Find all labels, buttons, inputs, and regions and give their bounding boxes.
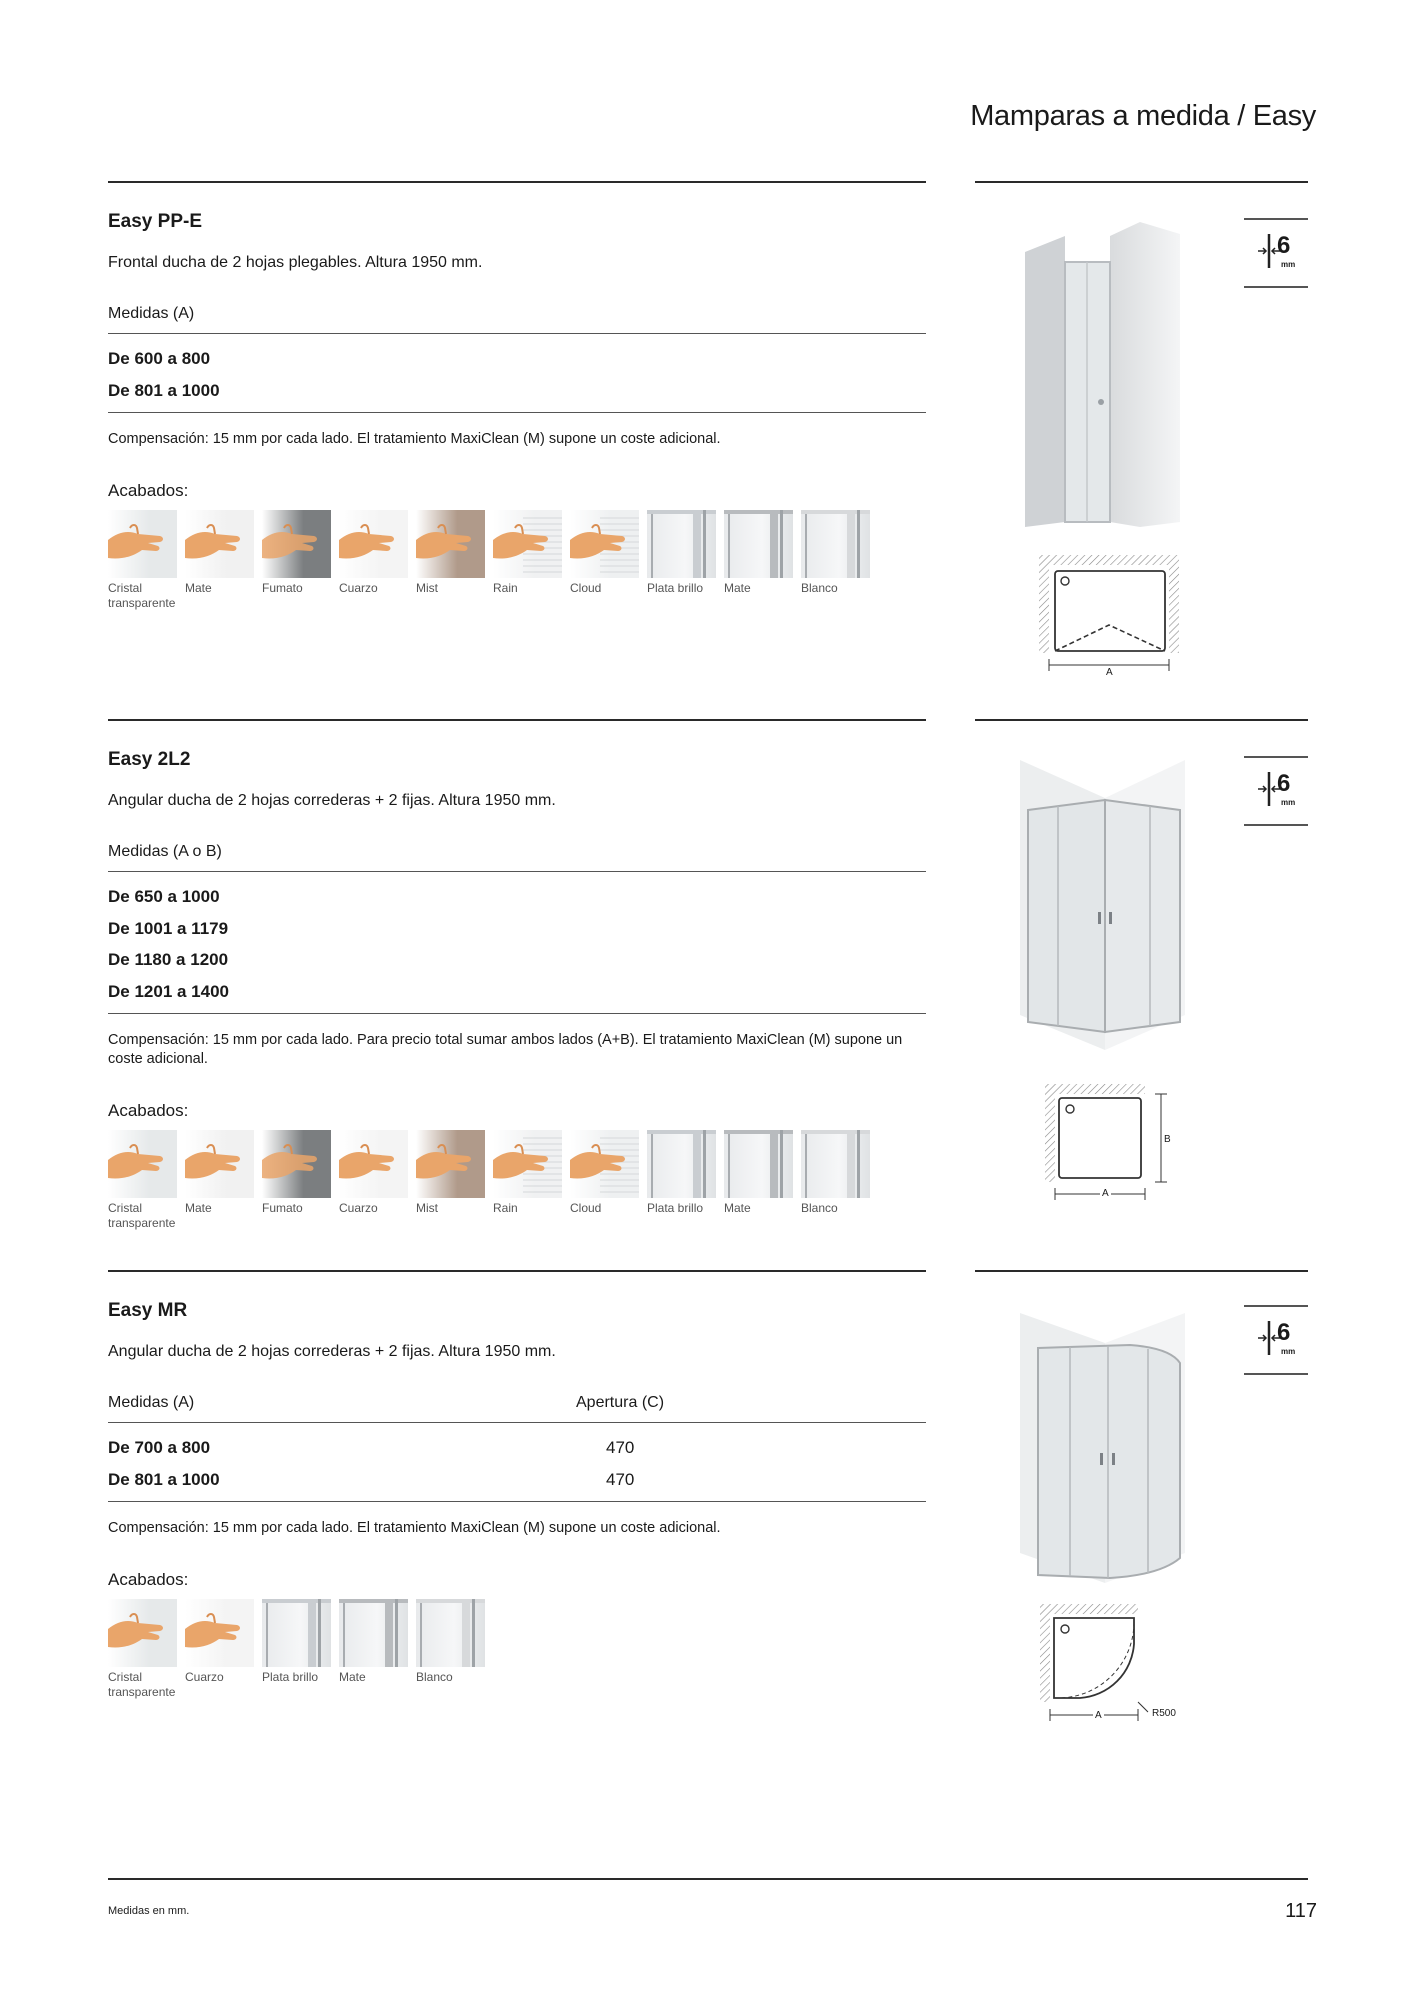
glass-finish-image	[493, 510, 562, 578]
glass-finish-image	[339, 1130, 408, 1198]
finish-label: Cloud	[570, 1201, 602, 1215]
finish-swatch	[724, 1130, 793, 1231]
measure-label: Medidas (A o B)	[108, 843, 222, 860]
finish-label: Cristal transparente	[108, 1670, 176, 1699]
glass-finish-image	[262, 1130, 331, 1198]
finish-label: Plata brillo	[647, 1201, 704, 1215]
section-easy-2l2	[108, 719, 926, 1239]
finish-swatch	[724, 510, 793, 611]
finish-label: Fumato	[262, 1201, 303, 1215]
finish-swatch	[416, 1130, 485, 1231]
diagram-label-radius: R500	[1152, 1708, 1176, 1719]
glass-finish-image	[416, 510, 485, 578]
finish-label: Fumato	[262, 581, 303, 595]
image-divider	[975, 719, 1308, 721]
finish-swatch	[108, 1599, 177, 1700]
glass-finish-image	[262, 510, 331, 578]
glass-finish-image	[416, 1130, 485, 1198]
finish-label: Cuarzo	[185, 1670, 224, 1684]
diagram-label-a: A	[1102, 1188, 1109, 1199]
thickness-value: 6	[1277, 232, 1291, 259]
measure-range: De 700 a 800	[108, 1438, 211, 1457]
opening-value: 470	[606, 1438, 635, 1457]
glass-finish-image	[185, 1599, 254, 1667]
finish-label: Mate	[185, 1201, 212, 1215]
footer-note: Medidas en mm.	[108, 1905, 190, 1917]
thickness-value: 6	[1277, 1319, 1291, 1346]
finish-label: Blanco	[801, 1201, 838, 1215]
shower-screen-photo	[1020, 1303, 1190, 1583]
thickness-unit: mm	[1281, 798, 1296, 807]
shower-screen-photo	[1025, 222, 1185, 532]
footer-divider	[108, 1878, 1308, 1880]
finish-label: Cuarzo	[339, 581, 378, 595]
glass-finish-image	[493, 1130, 562, 1198]
frame-finish-image	[262, 1599, 331, 1667]
image-divider	[975, 181, 1308, 183]
glass-finish-image	[108, 1130, 177, 1198]
diagram-label-b: B	[1164, 1134, 1171, 1145]
finishes-label: Acabados:	[108, 1570, 189, 1589]
finish-label: Plata brillo	[262, 1670, 319, 1684]
floor-plan-diagram	[1037, 553, 1187, 683]
finish-label: Blanco	[801, 581, 838, 595]
finish-swatch	[570, 510, 639, 611]
section-easy-pp-e	[108, 181, 926, 641]
frame-finish-image	[724, 510, 793, 578]
glass-finish-image	[185, 1130, 254, 1198]
finish-label: Cuarzo	[339, 1201, 378, 1215]
opening-label: Apertura (C)	[576, 1394, 665, 1411]
glass-finish-image	[570, 1130, 639, 1198]
finish-swatch	[339, 1599, 408, 1700]
finish-swatch	[108, 510, 177, 611]
section-description: Frontal ducha de 2 hojas plegables. Altura 1950 mm.	[108, 254, 483, 271]
finish-label: Mate	[339, 1670, 366, 1684]
finish-label: Mate	[724, 1201, 751, 1215]
table-rule	[108, 412, 926, 413]
measure-range: De 801 a 1000	[108, 1470, 220, 1489]
table-rule	[108, 1501, 926, 1502]
diagram-label-a: A	[1095, 1710, 1102, 1721]
finish-swatch	[339, 510, 408, 611]
finishes-swatches	[108, 1599, 485, 1700]
finish-swatch	[339, 1130, 408, 1231]
finish-swatch	[262, 510, 331, 611]
measure-label: Medidas (A)	[108, 1394, 195, 1411]
finish-swatch	[185, 1130, 254, 1231]
finish-label: Mist	[416, 581, 438, 595]
finish-swatch	[262, 1599, 331, 1700]
image-divider	[975, 1270, 1308, 1272]
finish-swatch	[647, 1130, 716, 1231]
frame-finish-image	[647, 510, 716, 578]
measure-range: De 1180 a 1200	[108, 950, 229, 969]
thickness-unit: mm	[1281, 260, 1296, 269]
finish-swatch	[570, 1130, 639, 1231]
section-description: Angular ducha de 2 hojas correderas + 2 fijas. Altura 1950 mm.	[108, 792, 556, 809]
glass-finish-image	[185, 510, 254, 578]
section-easy-mr	[108, 1270, 926, 1730]
frame-finish-image	[724, 1130, 793, 1198]
frame-finish-image	[647, 1130, 716, 1198]
compensation-note: Compensación: 15 mm por cada lado. Para precio total sumar ambos lados (A+B). El tratamiento MaxiClean (M) supone un coste adicional.	[108, 1032, 903, 1067]
shower-screen-photo	[1020, 760, 1190, 1050]
measure-range: De 650 a 1000	[108, 887, 220, 906]
glass-finish-image	[339, 510, 408, 578]
finish-swatch	[801, 510, 870, 611]
finish-label: Mist	[416, 1201, 438, 1215]
measure-range: De 801 a 1000	[108, 381, 220, 400]
table-rule	[108, 871, 926, 872]
measure-label: Medidas (A)	[108, 305, 195, 322]
finish-swatch	[185, 1599, 254, 1700]
section-title: Easy PP-E	[108, 211, 202, 232]
floor-plan-diagram	[1043, 1082, 1183, 1202]
compensation-note: Compensación: 15 mm por cada lado. El tratamiento MaxiClean (M) supone un coste adicional.	[108, 1520, 721, 1536]
finish-label: Cristal transparente	[108, 581, 176, 610]
finish-swatch	[801, 1130, 870, 1231]
thickness-unit: mm	[1281, 1347, 1296, 1356]
glass-thickness-badge	[1244, 218, 1308, 288]
glass-thickness-badge	[1244, 756, 1308, 826]
finish-swatch	[493, 510, 562, 611]
table-rule	[108, 1013, 926, 1014]
finish-label: Cloud	[570, 581, 602, 595]
frame-finish-image	[416, 1599, 485, 1667]
measure-range: De 1001 a 1179	[108, 919, 229, 938]
thickness-value: 6	[1277, 770, 1291, 797]
frame-finish-image	[801, 1130, 870, 1198]
table-rule	[108, 1422, 926, 1423]
compensation-note: Compensación: 15 mm por cada lado. El tratamiento MaxiClean (M) supone un coste adicional.	[108, 431, 721, 447]
page-title: Mamparas a medida / Easy	[970, 100, 1316, 132]
finishes-label: Acabados:	[108, 1101, 189, 1120]
finish-label: Blanco	[416, 1670, 453, 1684]
finish-swatch	[493, 1130, 562, 1231]
finish-swatch	[108, 1130, 177, 1231]
finish-swatch	[647, 510, 716, 611]
finish-label: Plata brillo	[647, 581, 704, 595]
measure-range: De 600 a 800	[108, 349, 211, 368]
section-description: Angular ducha de 2 hojas correderas + 2 fijas. Altura 1950 mm.	[108, 1343, 556, 1360]
finish-swatch	[262, 1130, 331, 1231]
finish-label: Rain	[493, 581, 518, 595]
glass-thickness-badge	[1244, 1305, 1308, 1375]
section-title: Easy MR	[108, 1300, 188, 1321]
page-number: 117	[1285, 1900, 1317, 1922]
finish-label: Mate	[185, 581, 212, 595]
glass-finish-image	[570, 510, 639, 578]
finish-label: Rain	[493, 1201, 518, 1215]
finishes-swatches	[108, 510, 870, 611]
frame-finish-image	[339, 1599, 408, 1667]
finishes-label: Acabados:	[108, 481, 189, 500]
finish-swatch	[185, 510, 254, 611]
finish-label: Cristal transparente	[108, 1201, 176, 1230]
section-title: Easy 2L2	[108, 749, 191, 770]
finish-swatch	[416, 1599, 485, 1700]
glass-finish-image	[108, 510, 177, 578]
glass-finish-image	[108, 1599, 177, 1667]
diagram-label-a: A	[1106, 667, 1113, 678]
finish-swatch	[416, 510, 485, 611]
table-rule	[108, 333, 926, 334]
opening-value: 470	[606, 1470, 635, 1489]
measure-range: De 1201 a 1400	[108, 982, 229, 1001]
frame-finish-image	[801, 510, 870, 578]
finishes-swatches	[108, 1130, 870, 1231]
finish-label: Mate	[724, 581, 751, 595]
